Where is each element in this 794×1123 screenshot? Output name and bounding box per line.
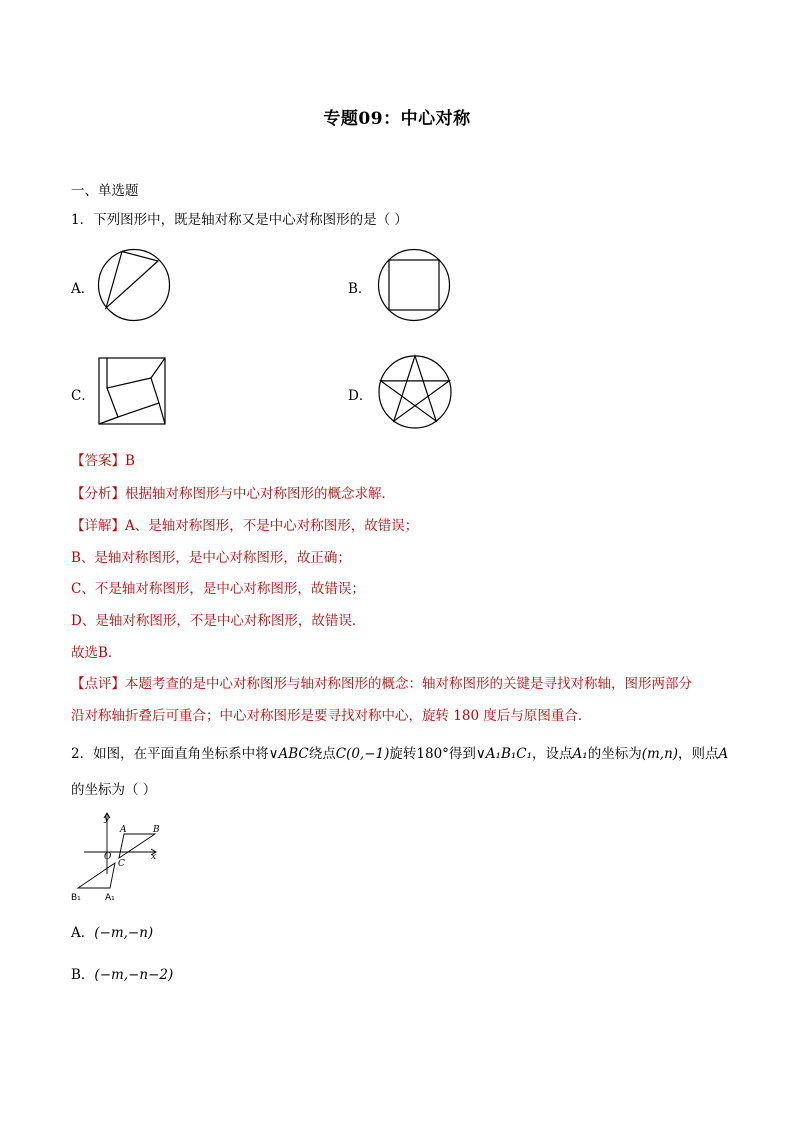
stem-part: ，设点: [532, 746, 573, 762]
fig-label-b: B: [153, 825, 160, 835]
angle-value: 180°: [416, 746, 449, 762]
option-a-circle-triangle-figure: [97, 248, 171, 322]
page-title: 专题09：中心对称: [323, 109, 471, 129]
fig-label-o: O: [104, 852, 112, 862]
answer-tag: 【答案】: [71, 453, 125, 469]
comment-tag: 【点评】: [71, 676, 125, 692]
q2-option-a: [71, 924, 153, 942]
choice-line: 故选B．: [71, 645, 122, 661]
fig-label-x: x: [151, 852, 157, 862]
question-2-coordinate-figure: [70, 812, 170, 904]
stem-part: 旋转: [389, 746, 417, 762]
q2-option-b-label: B．: [71, 967, 95, 983]
triangle-abc: ∨ABC: [268, 746, 309, 762]
analysis-tag: 【分析】: [71, 486, 125, 502]
detail-line-2: B、是轴对称图形，是中心对称图形，故正确；: [71, 550, 351, 566]
option-c-label: C．: [71, 388, 95, 404]
fig-label-y: y: [104, 814, 110, 824]
section-heading: 一、单选题: [71, 183, 139, 199]
point-a: A: [718, 746, 729, 762]
option-d-label: D．: [348, 388, 373, 404]
point-a1: A₁: [572, 746, 588, 762]
answer-line: [71, 452, 135, 470]
question-1-stem: 1．下列图形中，既是轴对称又是中心对称图形的是（ ）: [71, 212, 408, 228]
answer-value: B: [125, 453, 135, 469]
comment-line-2: 沿对称轴折叠后可重合；中心对称图形是要寻找对称中心，旋转 180 度后与原图重合．: [71, 708, 592, 724]
q2-option-b: [71, 966, 173, 984]
option-d-circle-star-figure: [377, 354, 453, 430]
fig-label-a: A: [120, 825, 127, 835]
question-2-stem: [71, 745, 728, 763]
stem-part: 得到: [448, 746, 476, 762]
detail-tag: 【详解】: [71, 518, 125, 534]
triangle-a1b1c1: ∨A₁B₁C₁: [475, 746, 533, 762]
stem-part: 2．如图，在平面直角坐标系中将: [71, 746, 269, 762]
fig-label-b1: B₁: [71, 893, 81, 903]
option-b-label: B．: [348, 281, 372, 297]
point-c: C(0,−1): [335, 746, 390, 762]
fig-label-c: C: [118, 859, 125, 869]
q2-option-a-label: A．: [71, 925, 95, 941]
stem-part: 绕点: [308, 746, 336, 762]
detail-line-1: [71, 517, 418, 535]
comment-text-1: 本题考查的是中心对称图形与轴对称图形的概念：轴对称图形的关键是寻找对称轴，图形两部分: [125, 676, 692, 692]
stem-part: ，则点: [678, 746, 719, 762]
question-2-stem-line-2: 的坐标为（ ）: [71, 782, 157, 798]
detail-text-1: A、是轴对称图形，不是中心对称图形，故错误；: [125, 518, 419, 534]
fig-label-a1: A₁: [105, 893, 115, 903]
analysis-text: 根据轴对称图形与中心对称图形的概念求解．: [125, 486, 395, 502]
q2-option-a-value: (−m,−n): [94, 925, 154, 941]
q2-option-b-value: (−m,−n−2): [94, 967, 174, 983]
detail-line-4: D、是轴对称图形，不是中心对称图形，故错误．: [71, 613, 366, 629]
option-b-circle-square-figure: [377, 248, 451, 322]
detail-line-3: C、不是轴对称图形，是中心对称图形，故错误；: [71, 581, 365, 597]
coord-mn: (m,n): [641, 746, 679, 762]
option-a-label: A．: [71, 281, 95, 297]
comment-line-1: [71, 675, 692, 693]
stem-part: 的坐标为: [587, 746, 642, 762]
analysis-line: [71, 485, 395, 503]
option-c-square-in-square-figure: [98, 357, 166, 425]
